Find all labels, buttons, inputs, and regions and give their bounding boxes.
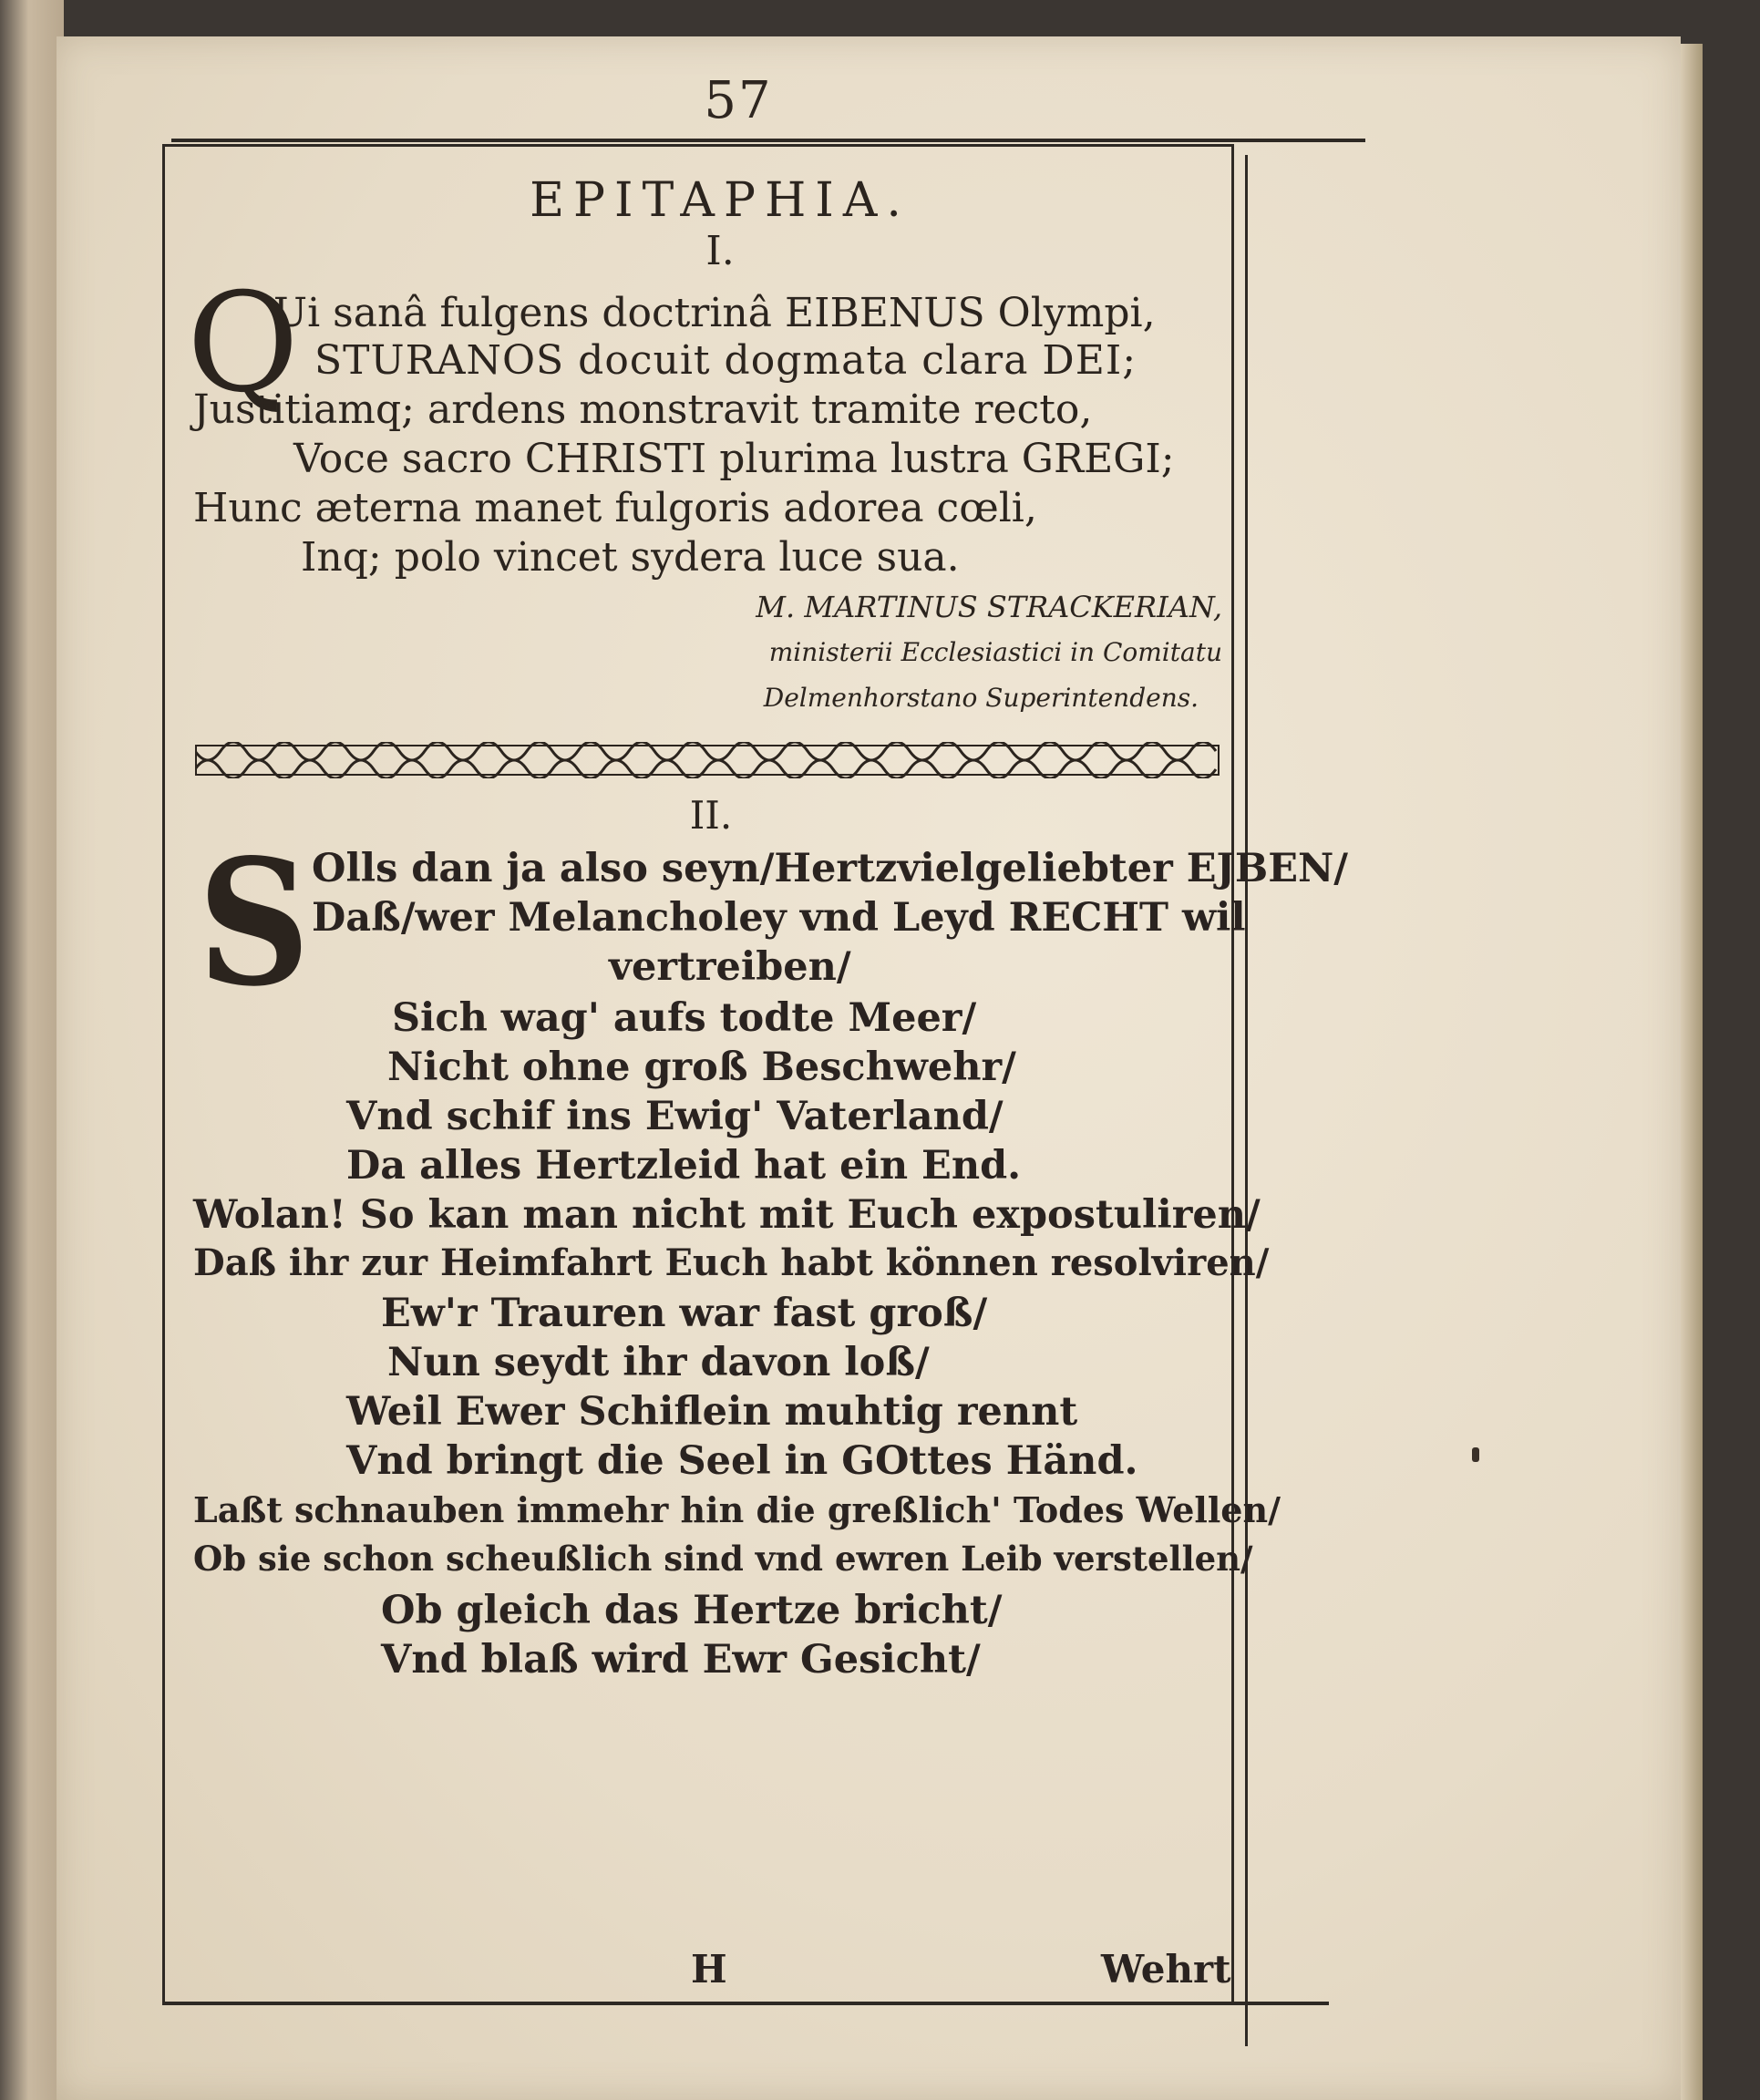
- poem2-drop-cap: S: [197, 821, 311, 1024]
- poem2-line: Weil Ewer Schiflein muhtig rennt: [346, 1389, 1078, 1435]
- catchword: Wehrt: [1101, 1947, 1231, 1992]
- poem2-line: Vnd schif ins Ewig' Vaterland/: [346, 1094, 1004, 1139]
- signature-mark: H: [691, 1947, 727, 1992]
- poem1-line: STURANOS docuit dogmata clara DEI;: [314, 337, 1137, 384]
- ink-spot: [1472, 1447, 1479, 1462]
- signature-name: M. MARTINUS STRACKERIAN,: [756, 590, 1222, 624]
- page-number: 57: [704, 71, 773, 130]
- poem2-line: Vnd bringt die Seel in GOttes Händ.: [346, 1438, 1138, 1484]
- poem2-line: Laßt schnauben immehr hin die greßlich' Todes Wellen/: [193, 1489, 1281, 1530]
- frame-bottom-rule: [162, 2002, 1329, 2005]
- signature-office: ministerii Ecclesiastici in Comitatu: [768, 637, 1222, 667]
- poem2-line: Sich wag' aufs todte Meer/: [392, 995, 977, 1041]
- page-title: EPITAPHIA.: [530, 173, 911, 228]
- poem2-line: Vnd blaß wird Ewr Gesicht/: [381, 1637, 981, 1683]
- poem2-line: Daß/wer Melancholey vnd Leyd RECHT wil: [312, 895, 1246, 941]
- frame-top-rule: [171, 139, 1365, 142]
- poem2-line: Wolan! So kan man nicht mit Euch expostuliren/: [193, 1192, 1261, 1238]
- poem1-drop-cap: Q: [187, 264, 299, 423]
- poem1-numeral: I.: [705, 228, 735, 274]
- poem1-line: Inq; polo vincet sydera luce sua.: [301, 534, 960, 581]
- poem1-line: Voce sacro CHRISTI plurima lustra GREGI;: [293, 436, 1175, 482]
- poem2-numeral: II.: [689, 793, 733, 838]
- poem2-line: Olls dan ja also seyn/Hertzvielgeliebter EJBEN/: [312, 846, 1348, 891]
- poem1-line: Justitiamq; ardens monstravit tramite recto,: [193, 386, 1093, 433]
- poem2-line: Nicht ohne groß Beschwehr/: [387, 1045, 1016, 1090]
- braid-ornament-icon: [195, 742, 1220, 778]
- poem2-line: Nun seydt ihr davon loß/: [387, 1340, 930, 1385]
- poem1-line: Hunc æterna manet fulgoris adorea cœli,: [193, 485, 1037, 531]
- poem2-line: Ob sie schon scheußlich sind vnd ewren Leib verstellen/: [193, 1539, 1253, 1579]
- left-page-edge: [0, 0, 64, 2100]
- signature-place: Delmenhorstano Superintendens.: [763, 683, 1199, 713]
- poem2-line: Ew'r Trauren war fast groß/: [381, 1291, 988, 1336]
- poem1-line: Ui sanâ fulgens doctrinâ EIBENUS Olympi,: [273, 290, 1156, 336]
- poem2-line: Ob gleich das Hertze bricht/: [381, 1588, 1003, 1633]
- page-fore-edge: [1681, 44, 1703, 2100]
- poem2-line: Da alles Hertzleid hat ein End.: [346, 1143, 1022, 1189]
- poem2-line: Daß ihr zur Heimfahrt Euch habt können resolviren/: [193, 1241, 1270, 1284]
- ornamental-divider: [195, 740, 1220, 780]
- frame-outer-right-rule: [1245, 155, 1248, 2046]
- poem2-line: vertreiben/: [609, 944, 851, 990]
